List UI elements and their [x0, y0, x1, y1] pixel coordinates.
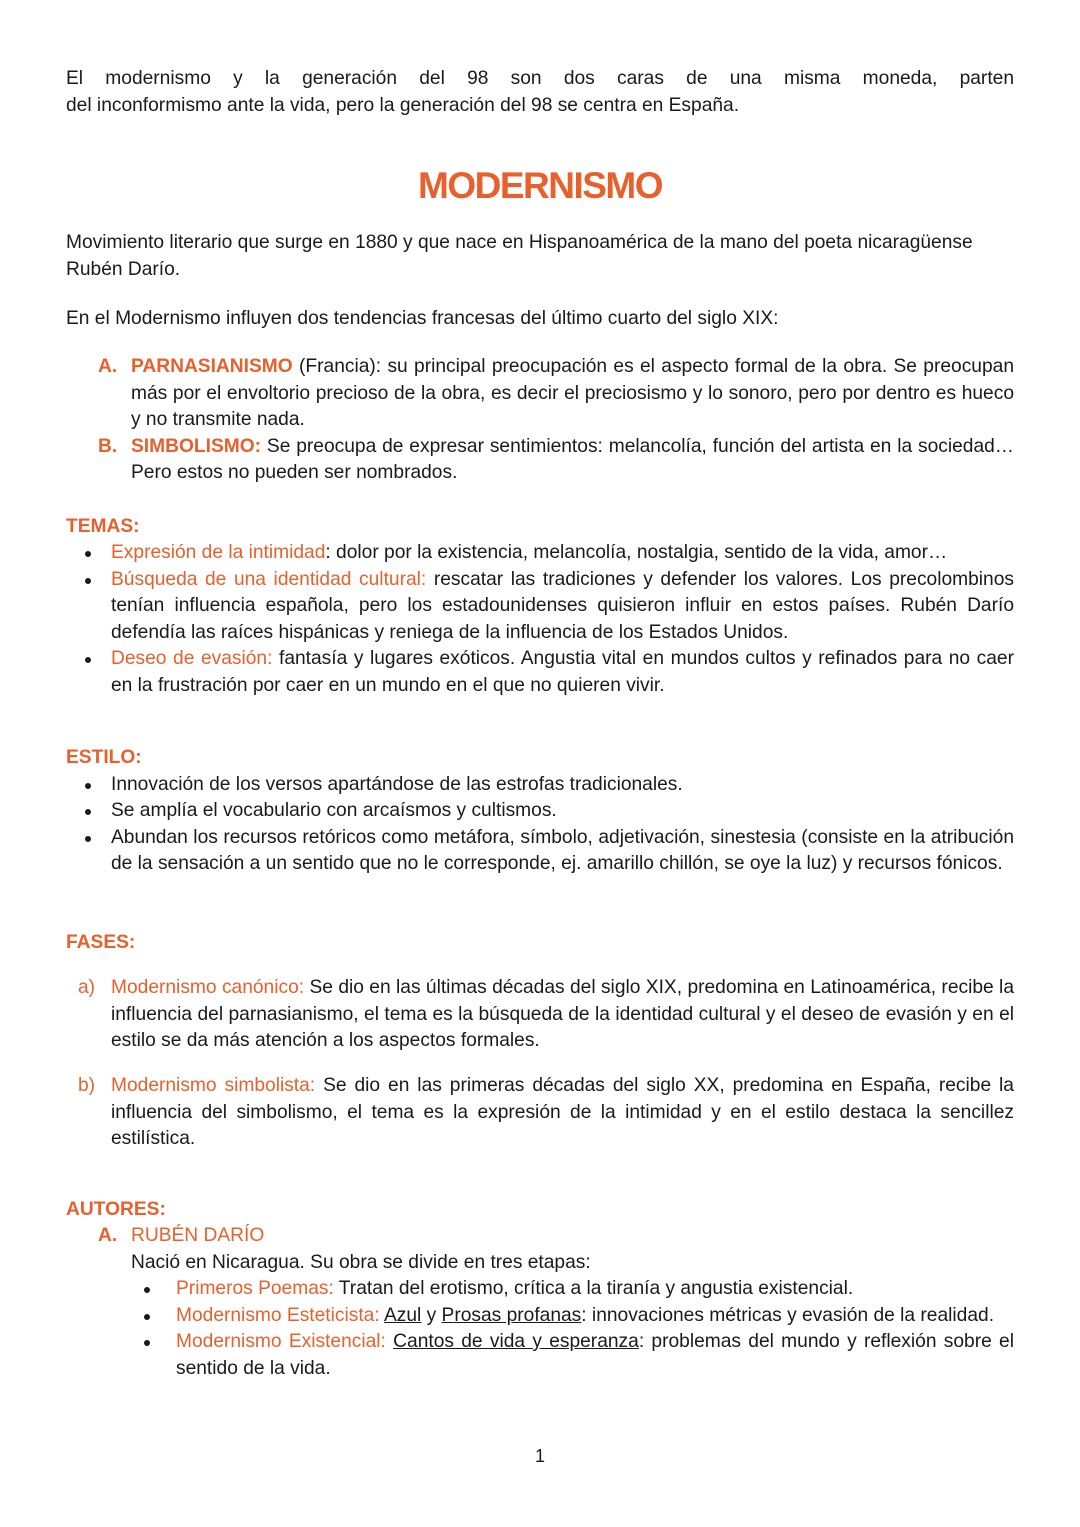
fases-section [66, 930, 1014, 957]
section-heading: AUTORES: [66, 1199, 166, 1220]
page-number: 1 [534, 1446, 545, 1466]
definition-text: Movimiento literario que surge en 1880 y que nace en Hispanoamérica de la mano del poeta nicaragüense Rubén Darío. [66, 232, 973, 280]
joiner-text: y [421, 1304, 442, 1326]
tema-label: Deseo de evasión: [111, 648, 273, 669]
section-heading: FASES: [66, 932, 136, 953]
intro-line-2: del inconformismo ante la vida, pero la generación del 98 se centra en España. [66, 94, 740, 116]
section-heading: TEMAS: [66, 516, 140, 537]
list-item [131, 1303, 1014, 1330]
tema-label: Búsqueda de una identidad cultural: [111, 568, 427, 590]
stage-label: Modernismo Existencial: [176, 1331, 386, 1352]
tema-text: : dolor por la existencia, melancolía, nostalgia, sentido de la vida, amor… [325, 542, 948, 563]
temas-section [66, 514, 1014, 541]
intro-line-1: El modernismo y la generación del 98 son dos caras de una misma moneda, parten [66, 68, 1014, 89]
author-stages-list [98, 1276, 1014, 1382]
influence-item [98, 354, 1014, 434]
stage-text: : innovaciones métricas y evasión de la realidad. [581, 1304, 995, 1326]
page-title: MODERNISMO [418, 165, 662, 206]
fase-text: Se dio en las primeras décadas del siglo XX, predomina en España, recibe la influencia del simbolismo, el tema es la expresión de la intimidad y en el estilo destaca la sencillez estilística. [111, 1075, 1014, 1149]
influence-marker: A. [98, 356, 118, 377]
author-intro: Nació en Nicaragua. Su obra se divide en tres etapas: [131, 1251, 591, 1273]
autores-section [66, 1197, 1014, 1224]
author-name: RUBÉN DARÍO [131, 1225, 265, 1246]
author-heading [98, 1223, 1014, 1250]
list-item [131, 1329, 1014, 1382]
intro-paragraph [66, 66, 1014, 119]
influences-list [98, 354, 1014, 487]
fase-marker: a) [78, 977, 96, 998]
fase-item [78, 1073, 1014, 1153]
tema-text: fantasía y lugares exóticos. Angustia vital en mundos cultos y refinados para no caer en la frustración por caer en un mundo en el que no quieren vivir. [111, 648, 1014, 696]
list-item: Innovación de los versos apartándose de las estrofas tradicionales. [66, 772, 1014, 799]
work-title: Prosas profanas [441, 1304, 582, 1326]
estilo-section [66, 745, 1014, 878]
section-heading: ESTILO: [66, 747, 142, 768]
list-item [66, 540, 1014, 567]
list-item [131, 1276, 1014, 1303]
definition-paragraph [66, 230, 1014, 283]
stage-label: Primeros Poemas: [176, 1278, 334, 1299]
fase-text: Se dio en las últimas décadas del siglo XIX, predomina en Latinoamérica, recibe la influencia del parnasianismo, el tema es la búsqueda de la identidad cultural y el deseo de evasión y en el estilo se da más atención a los aspectos formales. [111, 977, 1014, 1051]
work-title: Cantos de vida y esperanza [393, 1331, 639, 1352]
influence-marker: B. [98, 435, 118, 457]
stage-text: : problemas del mundo y reflexión sobre el sentido de la vida. [176, 1331, 1014, 1379]
list-item [66, 646, 1014, 699]
tema-label: Expresión de la intimidad [111, 542, 326, 563]
author-marker: A. [98, 1225, 118, 1246]
influence-description: Se preocupa de expresar sentimientos: melancolía, función del artista en la sociedad… Pero estos no pueden ser nombrados. [131, 435, 1014, 483]
influences-intro-text: En el Modernismo influyen dos tendencias francesas del último cuarto del siglo XIX: [66, 308, 779, 329]
list-item: Se amplía el vocabulario con arcaísmos y cultismos. [66, 798, 1014, 825]
author-block [98, 1223, 1014, 1382]
temas-list-wrap [66, 540, 1014, 699]
fase-marker: b) [78, 1075, 96, 1096]
fase-label: Modernismo canónico: [111, 977, 305, 998]
influence-item [98, 434, 1014, 487]
list-item [66, 567, 1014, 647]
influence-name: SIMBOLISMO: [131, 435, 262, 457]
estilo-list [66, 772, 1014, 878]
list-item: Abundan los recursos retóricos como metáfora, símbolo, adjetivación, sinestesia (consiste en la atribución de la sensación a un sentido que no le corresponde, ej. amarillo chillón, se oye la luz) y recursos fónicos. [66, 825, 1014, 878]
fase-label: Modernismo simbolista: [111, 1075, 316, 1096]
stage-text: Tratan del erotismo, crítica a la tiranía y angustia existencial. [333, 1278, 854, 1299]
fase-item [78, 975, 1014, 1055]
tema-text: rescatar las tradiciones y defender los valores. Los precolombinos tenían influencia española, pero los estadounidenses quisieron influir en estos países. Rubén Darío defendía las raíces hispánicas y reniega de la influencia de los Estados Unidos. [111, 568, 1014, 643]
influence-description: (Francia): su principal preocupación es el aspecto formal de la obra. Se preocupan más por el envoltorio precioso de la obra, es decir el preciosismo y lo sonoro, pero por dentro es hueco y no transmite nada. [131, 356, 1014, 430]
influences-intro [66, 306, 1014, 333]
influence-name: PARNASIANISMO [131, 356, 293, 377]
stage-label: Modernismo Esteticista: [176, 1304, 380, 1326]
work-title: Azul [383, 1304, 422, 1326]
temas-list [66, 540, 1014, 699]
